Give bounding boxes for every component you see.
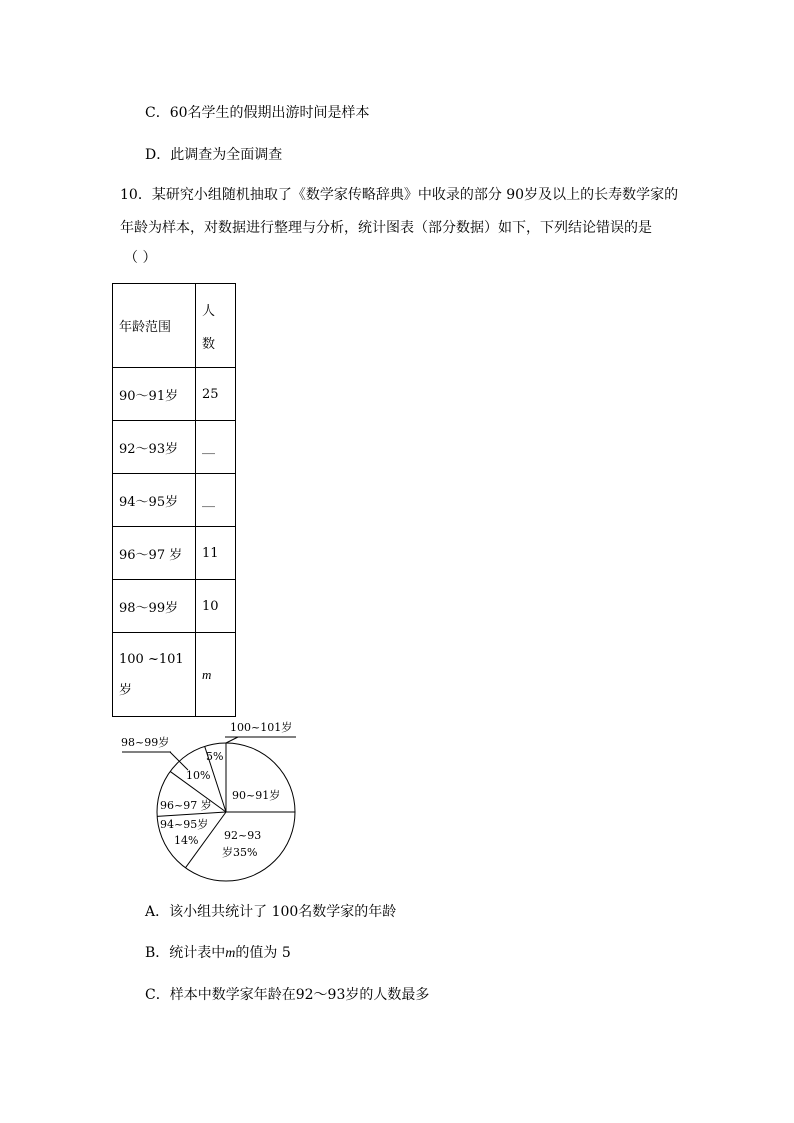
label-100-101: 100~101岁 bbox=[230, 721, 293, 734]
slice-boundary-96~97 bbox=[157, 812, 226, 816]
label-98-99-pct: 10% bbox=[186, 769, 211, 782]
option-text-pre: 统计表中 bbox=[169, 945, 226, 961]
option-text-post: 的值为 5 bbox=[235, 945, 291, 961]
option-letter: C． bbox=[145, 987, 170, 1003]
count-cell: 25 bbox=[196, 368, 236, 421]
count-cell: __ bbox=[196, 421, 236, 474]
label-94-95: 94~95岁 bbox=[160, 818, 209, 831]
range-cell: 96～97 岁 bbox=[113, 527, 196, 580]
variable-m: m bbox=[225, 946, 236, 961]
range-cell: 90～91岁 bbox=[113, 368, 196, 421]
option-text: 此调查为全面调查 bbox=[170, 147, 283, 163]
option-text: 样本中数学家年龄在92～93岁的人数最多 bbox=[169, 987, 430, 1003]
answer-bracket: （ ） bbox=[124, 250, 157, 266]
label-92-93-line1: 92~93 bbox=[224, 829, 262, 842]
label-leader-100 bbox=[226, 737, 238, 743]
header-count-1: 人 bbox=[202, 303, 216, 319]
count-cell: __ bbox=[196, 474, 236, 527]
label-92-93-line2: 岁35% bbox=[222, 846, 258, 859]
label-96-97: 96~97 岁 bbox=[160, 799, 212, 812]
option-b bbox=[145, 944, 291, 963]
option-a bbox=[145, 903, 396, 921]
count-variable-m: m bbox=[202, 666, 212, 682]
range-cell-line-2: 岁 bbox=[119, 682, 133, 698]
range-cell: 94～95岁 bbox=[113, 474, 196, 527]
count-cell: 11 bbox=[196, 527, 236, 580]
option-text: 60名学生的假期出游时间是样本 bbox=[169, 105, 370, 121]
question-number: 10． bbox=[120, 187, 152, 203]
range-cell-line-1: 100 ~101 bbox=[119, 651, 184, 667]
header-range: 年龄范围 bbox=[113, 284, 196, 368]
range-cell: 92～93岁 bbox=[113, 421, 196, 474]
option-letter: A． bbox=[145, 904, 170, 920]
label-94-95-pct: 14% bbox=[174, 834, 199, 847]
question-text: 某研究小组随机抽取了《数学家传略辞典》中收录的部分 90岁及以上的长寿数学家的 bbox=[151, 187, 679, 203]
option-letter: D． bbox=[145, 147, 171, 163]
header-count-2: 数 bbox=[202, 336, 216, 352]
label-90-91: 90~91岁 bbox=[232, 789, 281, 802]
label-100-101-pct: 5% bbox=[206, 750, 224, 763]
option-text: 该小组共统计了 100名数学家的年龄 bbox=[169, 904, 397, 920]
label-98-99: 98~99岁 bbox=[121, 736, 170, 749]
option-letter: C． bbox=[145, 105, 170, 121]
option-c bbox=[145, 986, 429, 1004]
question-line-2: 年龄为样本，对数据进行整理与分析，统计图表（部分数据）如下，下列结论错误的是 bbox=[120, 220, 652, 236]
count-cell: 10 bbox=[196, 580, 236, 633]
label-leader-98 bbox=[170, 752, 188, 770]
option-letter: B． bbox=[145, 945, 170, 961]
range-cell: 98～99岁 bbox=[113, 580, 196, 633]
